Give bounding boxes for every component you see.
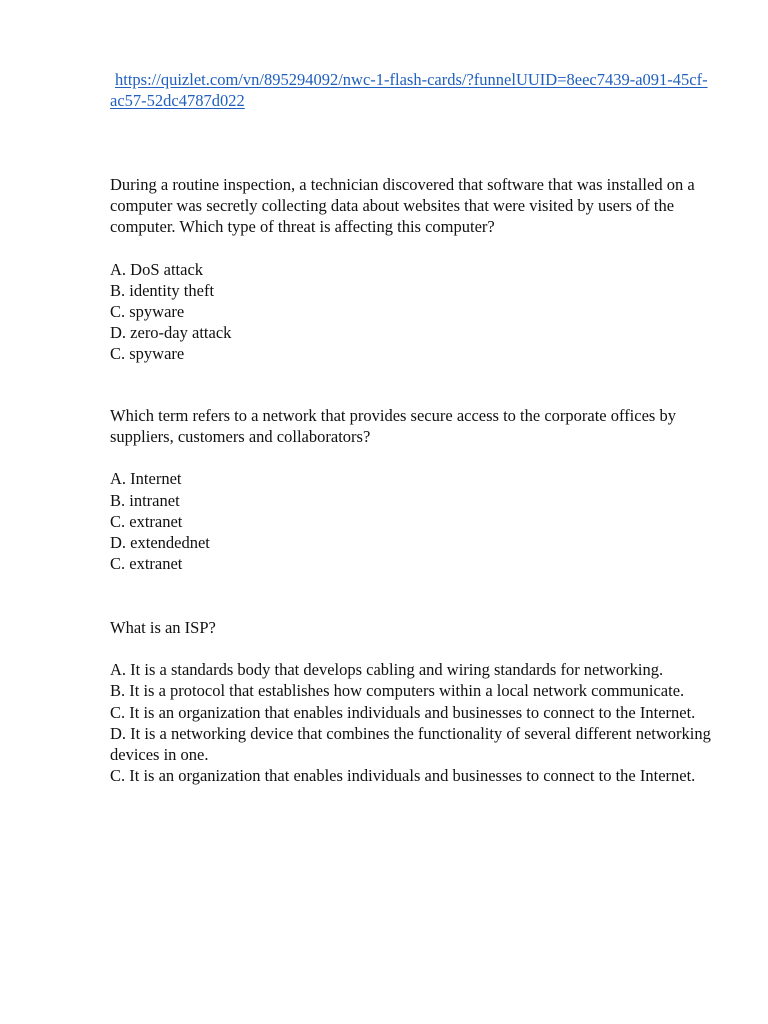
question-block-3	[110, 617, 720, 786]
option-item: C. extranet	[110, 511, 183, 531]
question-text: Which term refers to a network that provides secure access to the corporate offices by suppliers, customers and collaborators?	[110, 406, 676, 447]
option-item: D. extendednet	[110, 533, 210, 553]
option-item: A. Internet	[110, 469, 182, 489]
option-list	[110, 659, 720, 765]
question-text: During a routine inspection, a technician discovered that software that was installed on a computer was secretly collecting data about websites that were visited by users of the computer. Which type of threat is affecting this computer?	[110, 175, 695, 237]
answer-text: C. extranet	[110, 554, 183, 574]
option-item: D. zero-day attack	[110, 323, 232, 343]
option-list	[110, 468, 720, 553]
option-item: B. identity theft	[110, 280, 215, 300]
answer-text: C. spyware	[110, 344, 185, 364]
answer-text: C. It is an organization that enables individuals and businesses to connect to the Internet.	[110, 766, 696, 786]
quizlet-link[interactable]	[110, 69, 710, 111]
question-block-1	[110, 174, 720, 365]
option-item: A. DoS attack	[110, 259, 204, 279]
option-item: C. It is an organization that enables individuals and businesses to connect to the Internet.	[110, 702, 696, 722]
option-item: B. intranet	[110, 490, 180, 510]
question-text: What is an ISP?	[110, 618, 216, 637]
quizlet-link-text[interactable]: https://quizlet.com/vn/895294092/nwc-1-flash-cards/?funnelUUID=8eec7439-a091-45cf-ac57-52dc4787d022	[110, 70, 708, 111]
question-block-2	[110, 405, 720, 574]
option-item: B. It is a protocol that establishes how computers within a local network communicate.	[110, 681, 685, 701]
option-item: D. It is a networking device that combines the functionality of several different networking devices in one.	[110, 723, 711, 765]
option-list	[110, 259, 720, 344]
option-item: A. It is a standards body that develops cabling and wiring standards for networking.	[110, 660, 664, 680]
option-item: C. spyware	[110, 302, 185, 322]
